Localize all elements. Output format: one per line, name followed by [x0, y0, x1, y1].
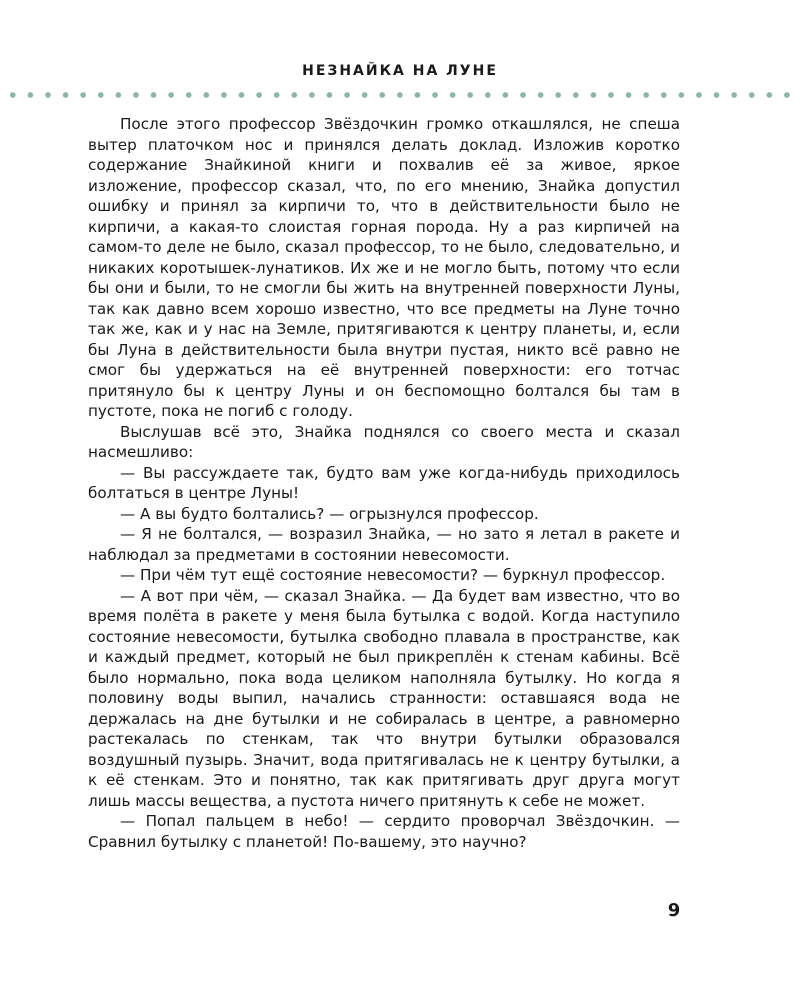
dotted-divider: [4, 91, 796, 99]
paragraph: — Я не болтался, — возразил Знайка, — но зато я летал в ракете и наблюдал за предметами в состоянии невесомости.: [88, 525, 680, 564]
page-number: 9: [667, 900, 681, 921]
paragraph: — А вы будто болтались? — огрызнулся профессор.: [120, 504, 539, 523]
paragraph: — Вы рассуждаете так, будто вам уже когда-нибудь приходилось болтаться в центре Луны!: [88, 463, 680, 502]
paragraph: Выслушав всё это, Знайка поднялся со своего места и сказал насмешливо:: [88, 422, 680, 461]
paragraph: — При чём тут ещё состояние невесомости? — буркнул профессор.: [120, 566, 666, 584]
paragraph: — А вот при чём, — сказал Знайка. — Да будет вам известно, что во время полёта в ракете у меня была бутылка с водой. Когда наступило состояние невесомости, бутылка свободно плавала в пространстве, как и каждый предмет, который не был прикреплён к стенам кабины. Всё было нормально, пока вода целиком наполняла бутылку. Но когда я половину воды выпил, начались странности: оставшаяся вода не держалась на дне бутылки и не собиралась в центре, а равномерно растекалась по стенкам, так что внутри бутылки образовался воздушный пузырь. Значит, вода притягивалась не к центру бутылки, а к её стенкам. Это и понятно, так как притягивать друг друга могут лишь массы вещества, а пустота ничего притянуть к себе не может.: [88, 586, 680, 810]
paragraph: — Попал пальцем в небо! — сердито проворчал Звёздочкин. — Сравнил бутылку с планетой! По-вашему, это научно?: [88, 812, 680, 851]
running-title: НЕЗНАЙКА НА ЛУНЕ: [302, 63, 498, 79]
body-text: [88, 114, 680, 852]
paragraph: После этого профессор Звёздочкин громко откашлялся, не спеша вытер платочком нос и принялся делать доклад. Изложив коротко содержание Знайкиной книги и похвалив её за живое, яркое изложение, профессор сказал, что, по его мнению, Знайка допустил ошибку и принял за кирпичи то, что в действительности было не кирпичи, а какая-то слоистая горная порода. Ну а раз кирпичей на самом-то деле не было, сказал профессор, то не было, следовательно, и никаких коротышек-лунатиков. Их же и не могло быть, потому что если бы они и были, то не смогли бы жить на внутренней поверхности Луны, так как давно всем хорошо известно, что все предметы на Луне точно так же, как и у нас на Земле, притягиваются к центру планеты, и, если бы Луна в действительности была внутри пустая, никто всё равно не смог бы удержаться на её внутренней поверхности: его тотчас притянуло бы к центру Луны и он беспомощно болтался бы там в пустоте, пока не погиб с голоду.: [88, 115, 680, 420]
